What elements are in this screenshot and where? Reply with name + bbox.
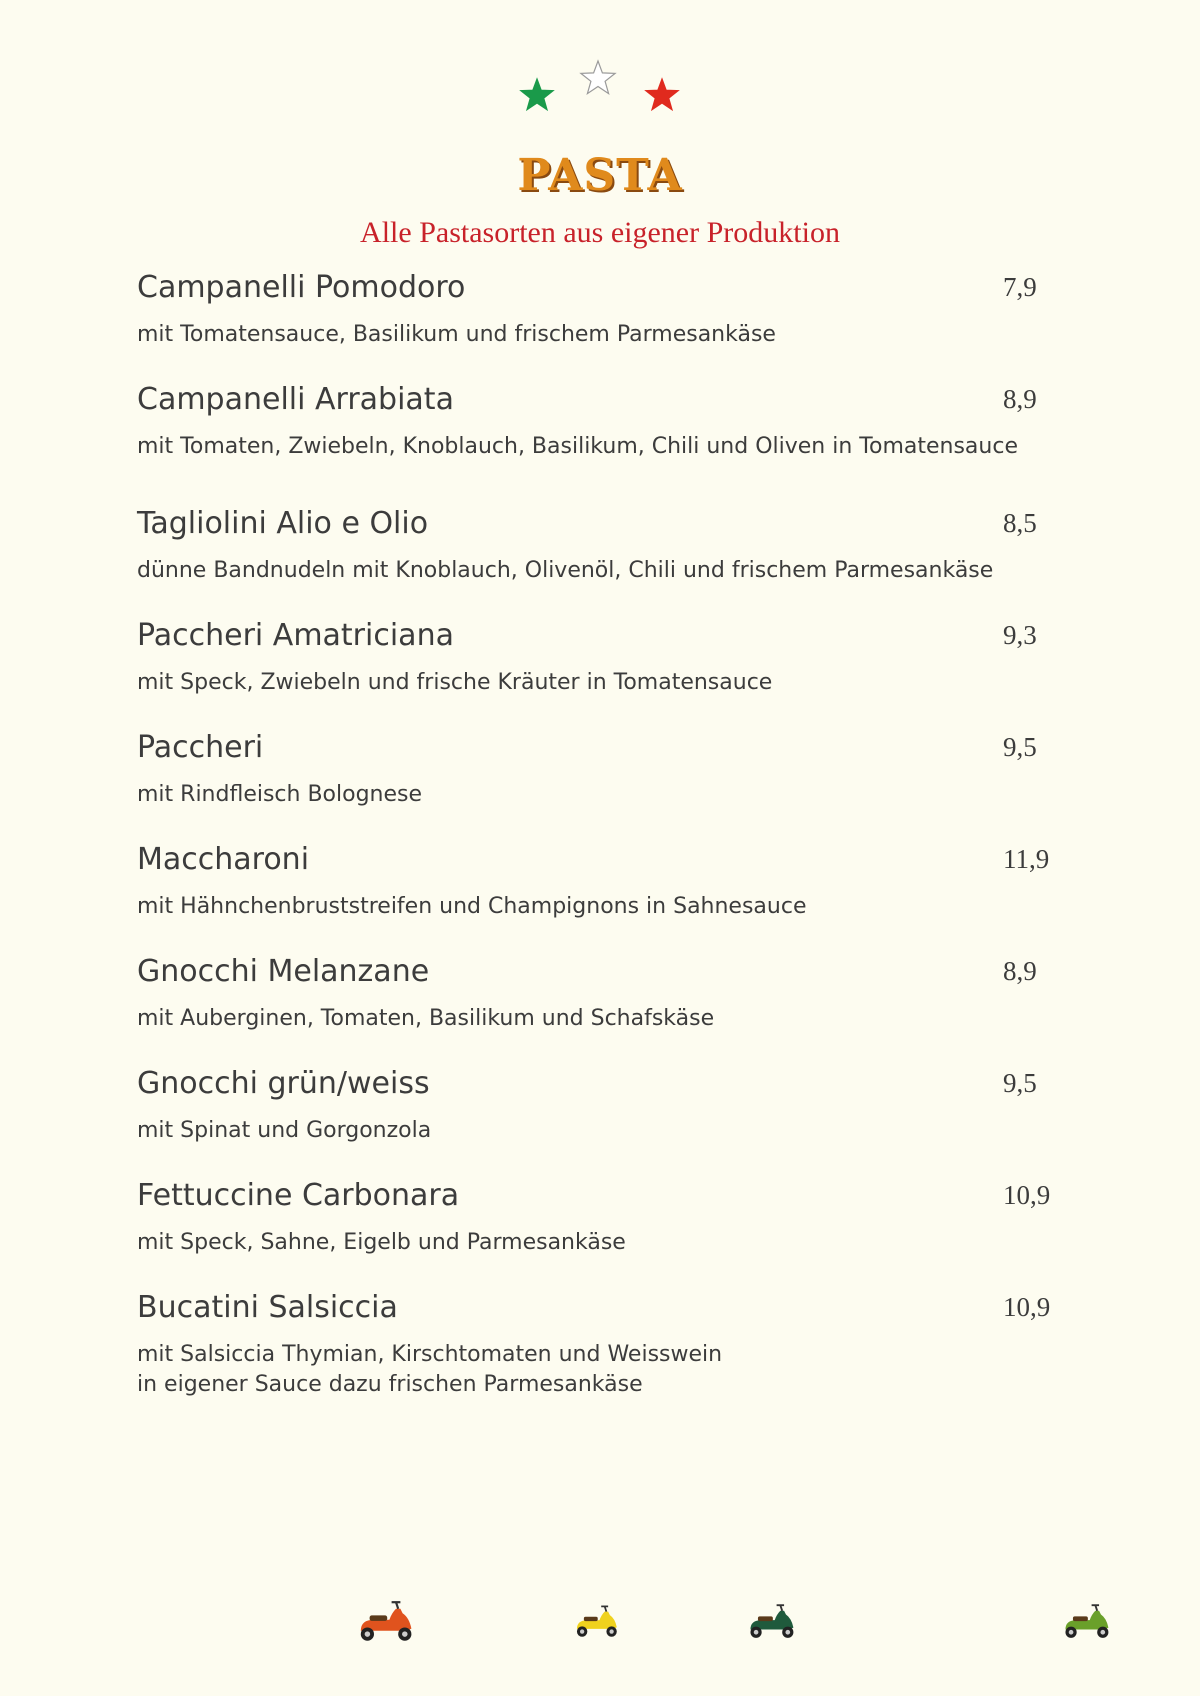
menu-item-description: in eigener Sauce dazu frischen Parmesankäse <box>137 1372 643 1397</box>
menu-item-description: mit Auberginen, Tomaten, Basilikum und Schafskäse <box>137 1006 715 1031</box>
menu-item-name: Paccheri <box>137 730 264 765</box>
menu-item <box>137 504 1077 586</box>
menu-item-name: Maccharoni <box>137 842 310 877</box>
menu-item-description: mit Hähnchenbruststreifen und Champignons in Sahnesauce <box>137 894 807 919</box>
menu-item-description: mit Speck, Zwiebeln und frische Kräuter in Tomatensauce <box>137 670 773 695</box>
menu-item-price: 9,5 <box>1003 732 1037 762</box>
menu-item-price: 10,9 <box>1003 1292 1051 1322</box>
red-star-icon <box>643 76 681 114</box>
menu-item <box>137 952 1077 1034</box>
light-green-scooter-icon <box>1058 1600 1114 1644</box>
menu-item <box>137 1176 1077 1258</box>
menu-item-price: 8,5 <box>1003 508 1037 538</box>
menu-item <box>137 1288 1077 1400</box>
menu-item-name: Bucatini Salsiccia <box>137 1290 398 1325</box>
menu-item-name: Paccheri Amatriciana <box>137 618 454 653</box>
menu-item-description: dünne Bandnudeln mit Knoblauch, Olivenöl, Chili und frischem Parmesankäse <box>137 558 994 583</box>
menu-item <box>137 616 1077 698</box>
footer-scooters <box>0 1600 1200 1650</box>
green-star-icon <box>518 76 556 114</box>
menu-item-name: Campanelli Pomodoro <box>137 270 466 305</box>
menu-item-price: 8,9 <box>1003 956 1037 986</box>
page-title: PASTA <box>517 150 683 201</box>
white-star-icon <box>578 58 618 98</box>
menu-item-price: 10,9 <box>1003 1180 1051 1210</box>
menu-item-price: 9,5 <box>1003 1068 1037 1098</box>
menu-item-price: 11,9 <box>1003 844 1050 874</box>
menu-item-description: mit Tomatensauce, Basilikum und frischem Parmesankäse <box>137 322 776 347</box>
menu-item-name: Gnocchi grün/weiss <box>137 1066 430 1101</box>
menu-item <box>137 1064 1077 1146</box>
menu-item-name: Campanelli Arrabiata <box>137 382 454 417</box>
menu-item-description: mit Rindfleisch Bolognese <box>137 782 423 807</box>
dark-green-scooter-icon <box>743 1600 799 1644</box>
menu-item-description: mit Spinat und Gorgonzola <box>137 1118 432 1143</box>
menu-item-name: Fettuccine Carbonara <box>137 1178 460 1213</box>
menu-item-price: 7,9 <box>1003 272 1037 302</box>
decorative-stars <box>0 58 1200 118</box>
menu-item <box>137 840 1077 922</box>
orange-scooter-icon <box>352 1600 418 1644</box>
menu-item <box>137 268 1077 350</box>
menu-item-name: Tagliolini Alio e Olio <box>137 506 429 541</box>
menu-item-description: mit Salsiccia Thymian, Kirschtomaten und Weisswein <box>137 1342 723 1367</box>
menu-item <box>137 380 1077 462</box>
menu-list <box>137 268 1077 1400</box>
menu-item-price: 9,3 <box>1003 620 1037 650</box>
menu-item-name: Gnocchi Melanzane <box>137 954 430 989</box>
menu-item-description: mit Speck, Sahne, Eigelb und Parmesankäse <box>137 1230 626 1255</box>
menu-item-price: 8,9 <box>1003 384 1037 414</box>
yellow-scooter-icon <box>570 1600 622 1644</box>
page-subtitle: Alle Pastasorten aus eigener Produktion <box>360 216 840 249</box>
menu-item-description: mit Tomaten, Zwiebeln, Knoblauch, Basilikum, Chili und Oliven in Tomatensauce <box>137 434 1018 459</box>
menu-item <box>137 728 1077 810</box>
